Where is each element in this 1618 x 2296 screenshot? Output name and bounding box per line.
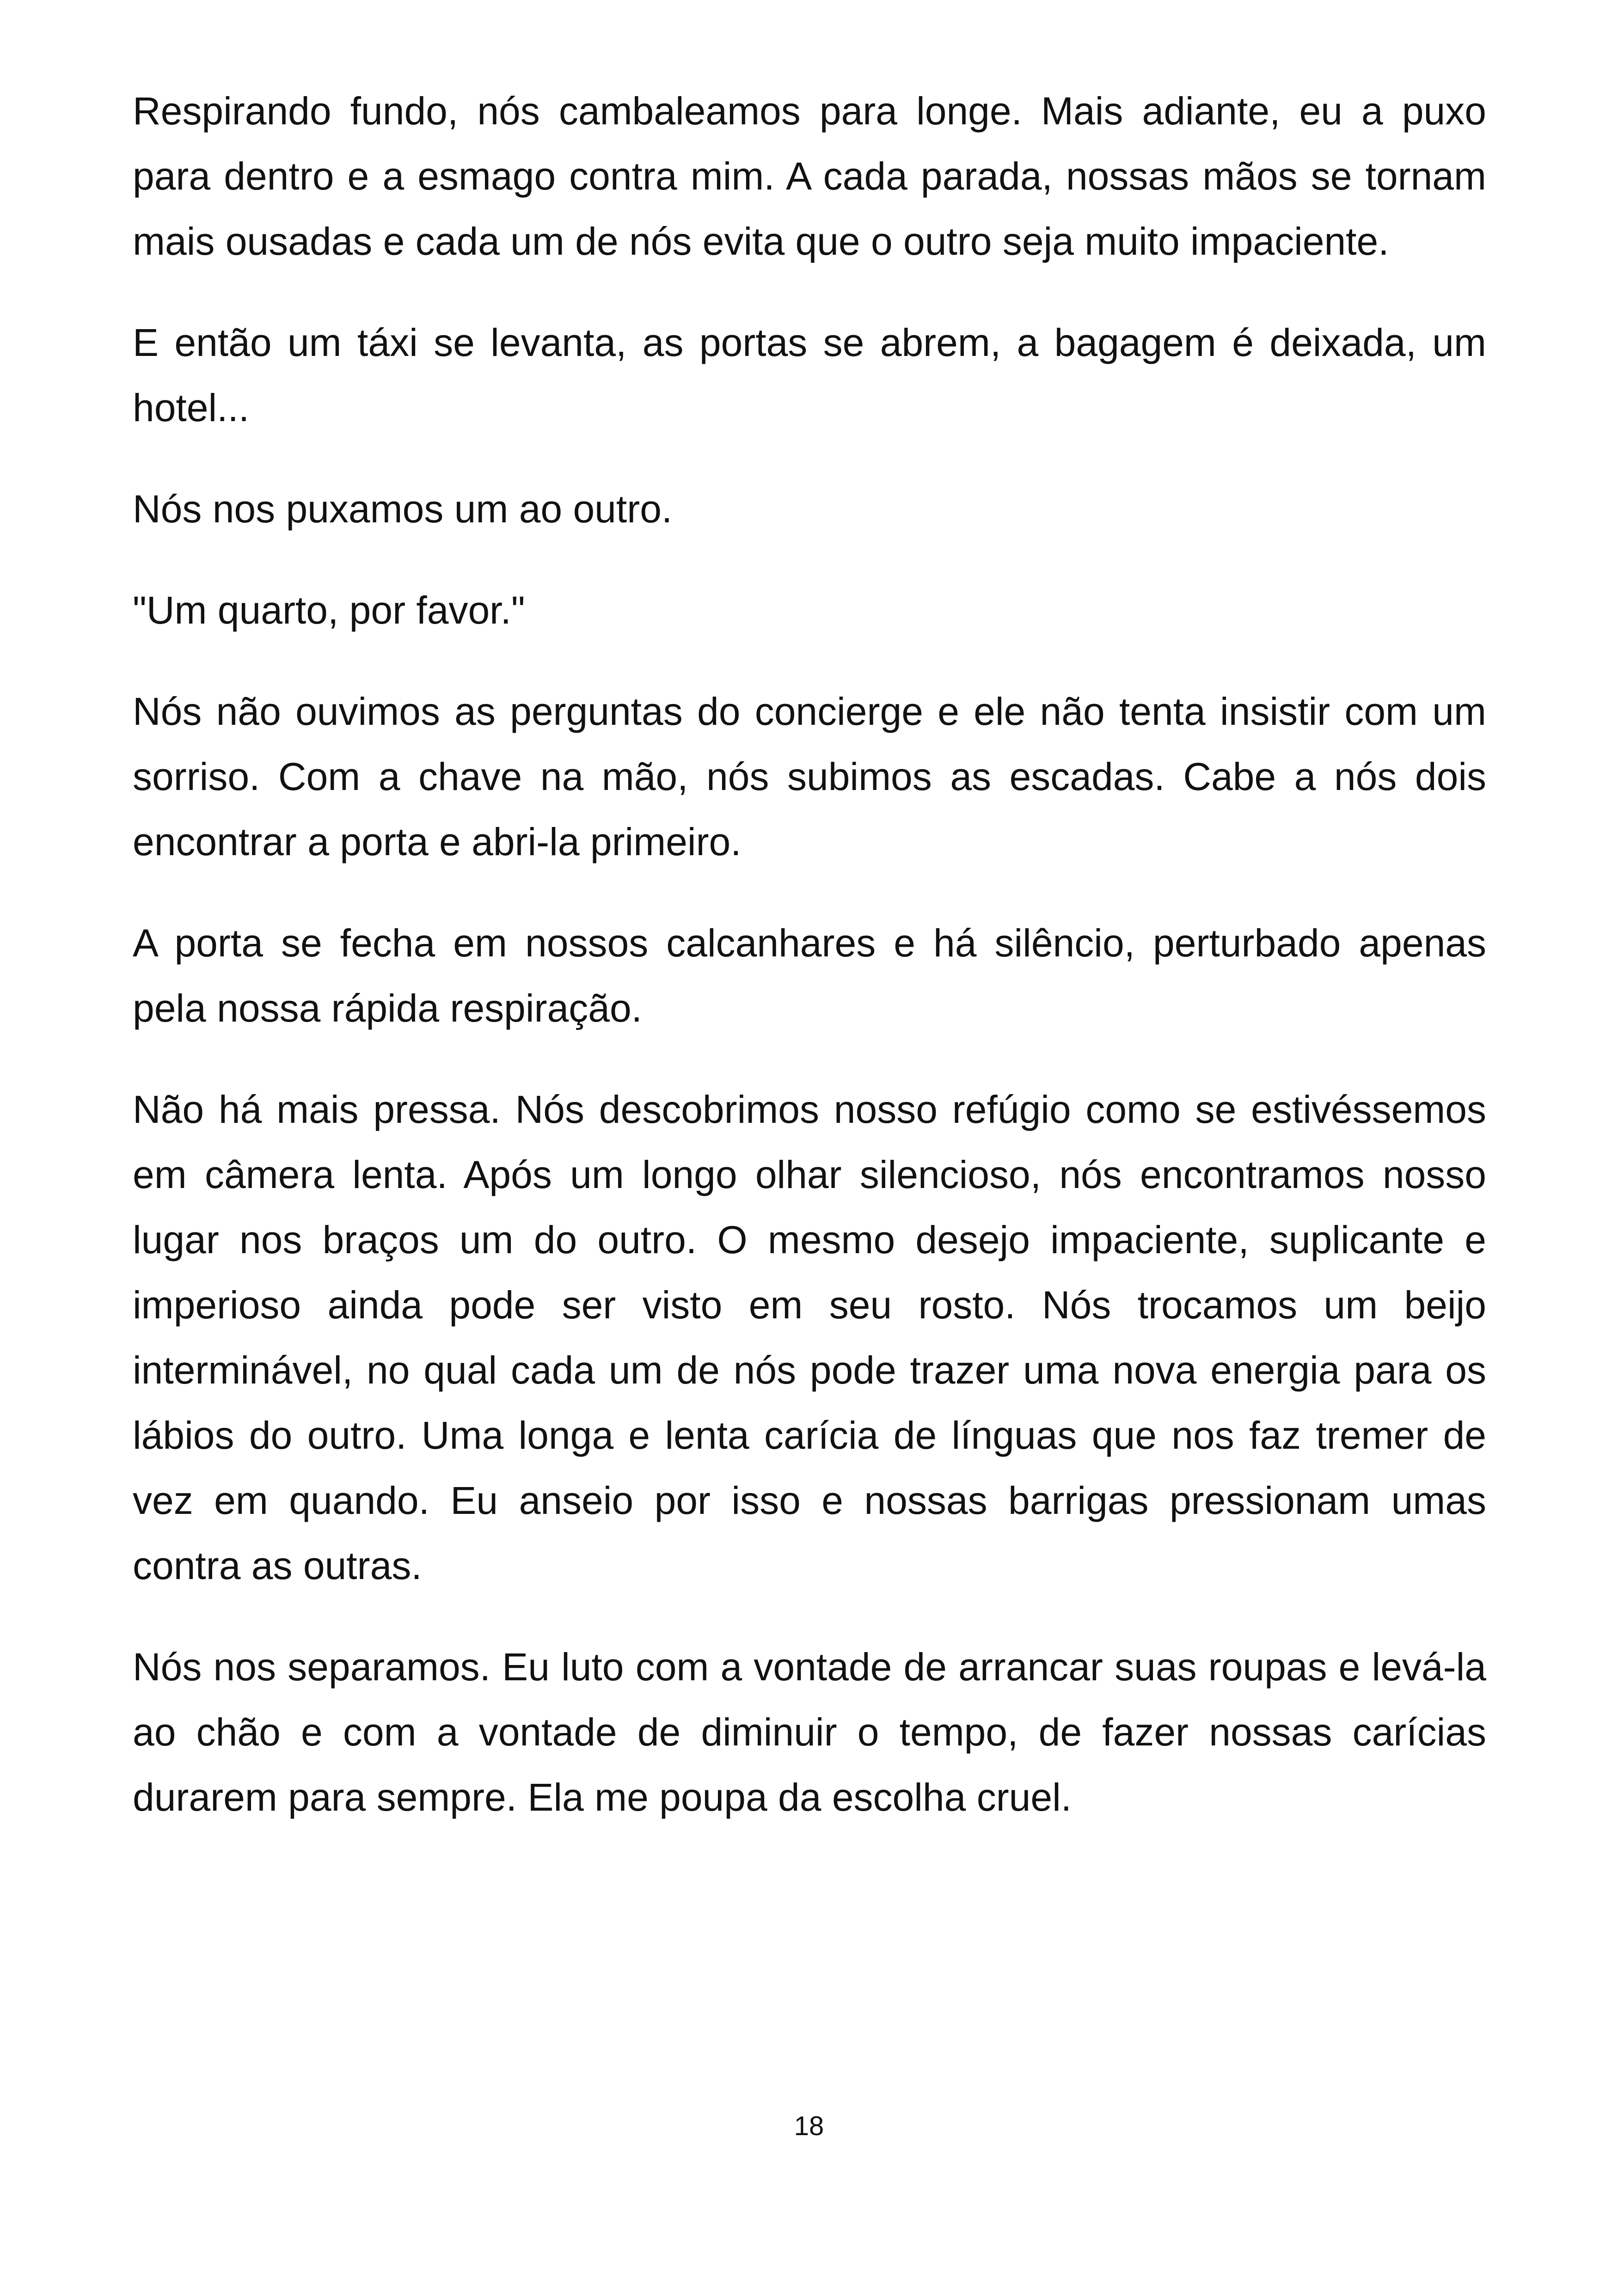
- paragraph: "Um quarto, por favor.": [133, 588, 525, 632]
- paragraph: Nós nos puxamos um ao outro.: [133, 487, 673, 531]
- paragraph: E então um táxi se levanta, as portas se abrem, a bagagem é deixada, um hotel...: [133, 321, 1486, 429]
- paragraph: Nós nos separamos. Eu luto com a vontade de arrancar suas roupas e levá-la ao chão e com a vontade de diminuir o tempo, de fazer nossas carícias durarem para sempre. Ela me poupa da escolha cruel.: [133, 1645, 1486, 1819]
- paragraph: Nós não ouvimos as perguntas do concierge e ele não tenta insistir com um sorriso. Com a chave na mão, nós subimos as escadas. Cabe a nós dois encontrar a porta e abri-la primeiro.: [133, 690, 1486, 863]
- paragraph: Não há mais pressa. Nós descobrimos nosso refúgio como se estivéssemos em câmera lenta. Após um longo olhar silencioso, nós encontramos nosso lugar nos braços um do outro. O mesmo desejo impaciente, suplicante e imperioso ainda pode ser visto em seu rosto. Nós trocamos um beijo interminável, no qual cada um de nós pode trazer uma nova energia para os lábios do outro. Uma longa e lenta carícia de línguas que nos faz tremer de vez em quando. Eu anseio por isso e nossas barrigas pressionam umas contra as outras.: [133, 1088, 1486, 1587]
- page-body-text: [133, 79, 1486, 1866]
- paragraph: Respirando fundo, nós cambaleamos para longe. Mais adiante, eu a puxo para dentro e a esmago contra mim. A cada parada, nossas mãos se tornam mais ousadas e cada um de nós evita que o outro seja muito impaciente.: [133, 89, 1486, 263]
- page-number: 18: [794, 2111, 824, 2141]
- paragraph: A porta se fecha em nossos calcanhares e há silêncio, perturbado apenas pela nossa rápida respiração.: [133, 921, 1486, 1030]
